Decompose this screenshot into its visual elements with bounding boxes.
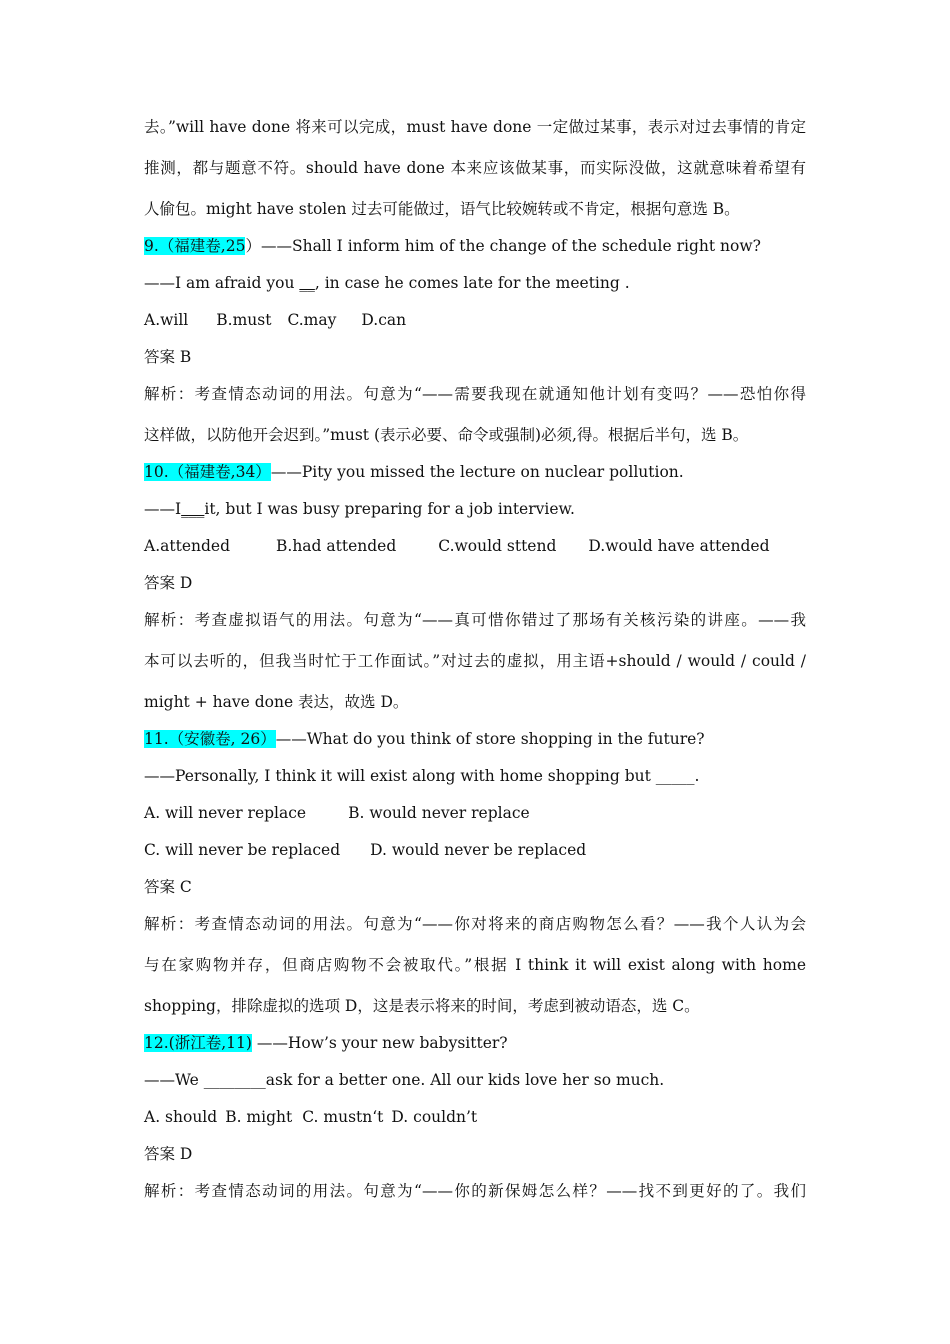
option-b: B. would never replace (348, 804, 530, 822)
option-d: D. couldn’t (391, 1108, 478, 1126)
option-d: D.would have attended (588, 537, 770, 555)
question-9-prompt: ——Shall I inform him of the change of the schedule right now? (260, 237, 761, 255)
question-10-options (144, 536, 806, 573)
question-12-options (144, 1107, 806, 1144)
option-a: A. will never replace (144, 804, 307, 822)
question-9-analysis: 这样做，以防他开会迟到。”must (表示必要、命令或强制)必须,得。根据后半句，选 B。 (144, 426, 749, 444)
option-d: D. would never be replaced (370, 841, 587, 859)
question-10 (144, 462, 806, 499)
option-c: C. mustn‘t (302, 1108, 384, 1126)
option-d: D.can (361, 311, 407, 329)
page-content (144, 117, 806, 1218)
question-10-analysis: 解析：考查虚拟语气的用法。句意为“——真可惜你错过了那场有关核污染的讲座。——我 (144, 611, 806, 629)
paragraph-line: 去。”will have done 将来可以完成，must have done 一定做过某事，表示对过去事情的肯定 (144, 118, 806, 136)
option-b: B.must (216, 311, 272, 329)
question-9-options (144, 310, 806, 347)
option-c: C. will never be replaced (144, 841, 341, 859)
question-12-answer: 答案 D (144, 1145, 193, 1163)
question-9-analysis: 解析：考查情态动词的用法。句意为“——需要我现在就通知他计划有变吗？——恐怕你得 (144, 385, 806, 403)
question-9 (144, 236, 806, 273)
option-a: A. should (144, 1108, 218, 1126)
question-9-tag-close: ） (245, 237, 261, 255)
question-10-answer: 答案 D (144, 574, 193, 592)
question-12-reply: ——We ________ask for a better one. All our kids love her so much. (144, 1071, 665, 1089)
reply-text: ——I (144, 500, 182, 518)
option-a: A.will (144, 311, 189, 329)
question-9-reply (144, 273, 806, 310)
option-a: A.attended (144, 537, 230, 555)
question-11-analysis: 解析：考查情态动词的用法。句意为“——你对将来的商店购物怎么看？——我个人认为会 (144, 915, 806, 933)
question-10-reply (144, 499, 806, 536)
question-11-prompt: ——What do you think of store shopping in the future? (275, 730, 705, 748)
question-11-analysis: 与在家购物并存，但商店购物不会被取代。”根据 I think it will exist along with home (144, 956, 806, 974)
question-12-analysis: 解析：考查情态动词的用法。句意为“——你的新保姆怎么样？——找不到更好的了。我们 (144, 1182, 806, 1200)
option-b: B. might (225, 1108, 293, 1126)
option-c: C.would sttend (438, 537, 557, 555)
question-10-analysis: 本可以去听的，但我当时忙于工作面试。”对过去的虚拟，用主语+should / would / could / (144, 652, 806, 670)
option-c: C.may (287, 311, 337, 329)
question-11-source-tag: 11.（安徽卷, 26） (144, 730, 276, 748)
paragraph-line: 推测，都与题意不符。should have done 本来应该做某事，而实际没做，这就意味着希望有 (144, 159, 806, 177)
question-10-prompt: ——Pity you missed the lecture on nuclear pollution. (270, 463, 684, 481)
question-11-options-cd (144, 840, 806, 877)
reply-text: ——I am afraid you (144, 274, 300, 292)
question-12-prompt: ——How’s your new babysitter? (251, 1034, 508, 1052)
question-11 (144, 729, 806, 766)
reply-text: it, but I was busy preparing for a job interview. (204, 500, 575, 518)
question-12 (144, 1033, 806, 1070)
question-9-source-tag: 9.（福建卷,25 (144, 237, 246, 255)
option-b: B.had attended (276, 537, 397, 555)
question-12-source-tag: 12.(浙江卷,11) (144, 1034, 252, 1052)
question-11-reply: ——Personally, I think it will exist along with home shopping but _____. (144, 767, 700, 785)
question-11-analysis: shopping，排除虚拟的选项 D，这是表示将来的时间，考虑到被动语态，选 C。 (144, 997, 700, 1015)
paragraph-line: 人偷包。might have stolen 过去可能做过，语气比较婉转或不肯定，根据句意选 B。 (144, 200, 740, 218)
question-11-options-ab (144, 803, 806, 840)
reply-text: , in case he comes late for the meeting . (314, 274, 630, 292)
question-10-analysis: might + have done 表达，故选 D。 (144, 693, 409, 711)
question-10-source-tag: 10.（福建卷,34） (144, 463, 271, 481)
question-9-answer: 答案 B (144, 348, 192, 366)
answer-blank: __ (299, 274, 315, 292)
answer-blank: ___ (181, 500, 205, 518)
question-11-answer: 答案 C (144, 878, 192, 896)
